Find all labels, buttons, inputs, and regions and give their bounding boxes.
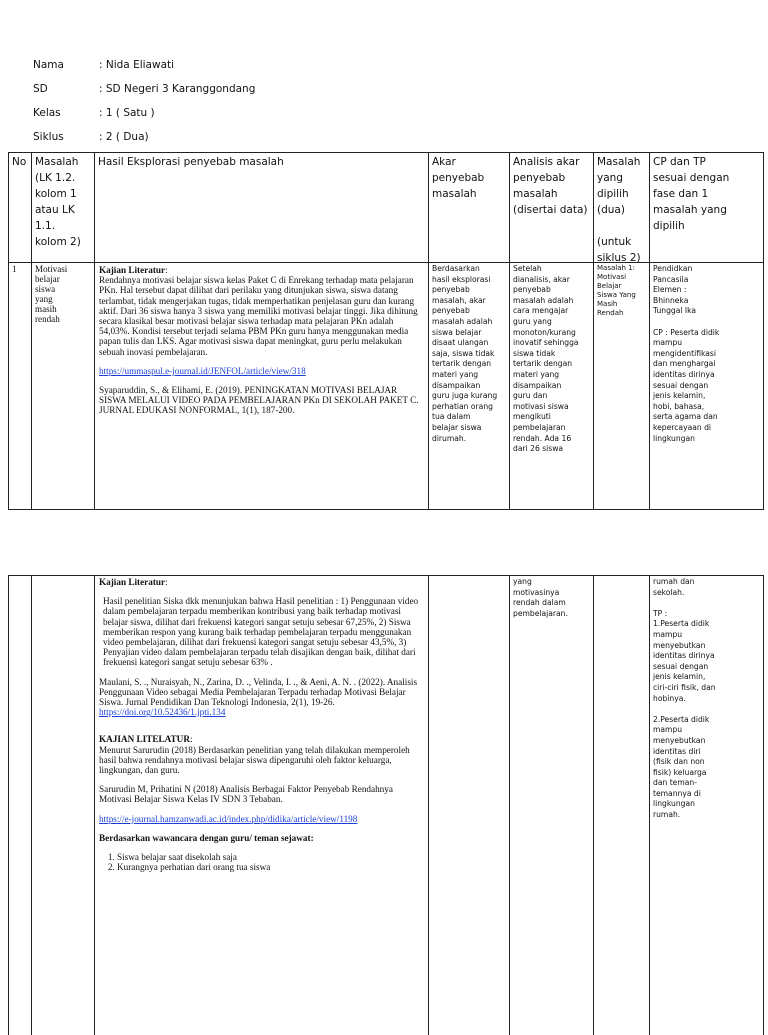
- row1-akar-penyebab: Berdasarkan hasil eksplorasi penyebab masalah, akar penyebab masalah adalah siswa belajar disaat ulangan saja, siswa tidak tertarik dengan materi yang disampaikan guru juga kurang perhatian orang tua dalam belajar siswa dirumah.: [432, 264, 498, 443]
- header-masalah: Masalah (LK 1.2. kolom 1 atau LK 1.1. kolom 2): [35, 156, 81, 248]
- identity-value: : Nida Eliawati: [99, 59, 175, 71]
- row1-masalah: Motivasi belajar siswa yang masih rendah: [35, 264, 68, 324]
- identity-label: Nama: [33, 59, 64, 71]
- kajian-literatur-heading: Kajian Literatur: [99, 577, 166, 587]
- identity-value: : SD Negeri 3 Karanggondang: [99, 83, 256, 95]
- list-item: 2. Kurangnya perhatian dari orang tua siswa: [117, 862, 424, 872]
- row2-analisis: yang motivasinya rendah dalam pembelajaran.: [513, 577, 568, 618]
- kajian-litelatur-text: Menurut Sarurudin (2018) Berdasarkan penelitian yang telah dilakukan memperoleh hasil bahwa rendahnya motivasi belajar siswa dipengaruhi oleh faktor keluarga, lingkungan, dan guru.: [99, 744, 410, 776]
- journal-link[interactable]: https://ummaspul.e-journal.id/JENFOL/article/view/318: [99, 365, 306, 376]
- row2-cp-tp: rumah dan sekolah. TP : 1.Peserta didik mampu menyebutkan identitas dirinya sesuai dengan jenis kelamin, ciri-ciri fisik, dan hobinya. 2.Peserta didik mampu menyebutkan identitas diri (fisik dan non fisik) keluarga dan teman- temannya di lingkungan rumah.: [653, 577, 716, 820]
- wawancara-heading: Berdasarkan wawancara dengan guru/ teman sejawat:: [99, 832, 314, 843]
- row2-hasil-eksplorasi: Kajian Literatur: Hasil penelitian Siska dkk menunjukan bahwa Hasil penelitian : 1) Penggunaan video dalam pembelajaran terpadu memberikan kontribusi yang baik terhadap motivasi belajar siswa, dilihat dari frekuensi kategori sangat setuju sebesar 67,25%, 2) Siswa memberikan respon yang kurang baik terhadap pembelajaran terpadu menggunakan video pembelajaran, dilihat dari frekuensi kategori sangat setuju sebesar 43,5%, 3) Penyajian video dalam pembelajaran terpadu telah disajikan dengan baik, dilihat dari frekuensi kategori sangat setuju sebesar 63% . Maulani, S. ., Nuraisyah, N., Zarina, D. ., Velinda, I. ., & Aeni, A. N. . (2022). Analisis Penggunaan Video sebagai Media Pembelajaran Terpadu terhadap Motivasi Belajar Siswa. Jurnal Pendidikan Dan Teknologi Indonesia, 2(1), 19-26. https://doi.org/10.52436/1.jpti.134 KAJIAN LITELATUR: Menurut Sarurudin (2018) Berdasarkan penelitian yang telah dilakukan memperoleh hasil bahwa rendahnya motivasi belajar siswa dipengaruhi oleh faktor keluarga, lingkungan, dan guru. Sarurudin M, Prihatini N (2018) Analisis Berbagai Faktor Penyebab Rendahnya Motivasi Belajar Siswa Kelas IV SDN 3 Tebaban. https://e-journal.hamzanwadi.ac.id/index.php/didika/article/view/1198 Berdasarkan wawancara dengan guru/ teman sejawat: 1. Siswa belajar saat disekolah saja 2. Kurangnya perhatian dari orang tua siswa: [95, 576, 428, 1026]
- analysis-table-page2: [8, 575, 764, 1035]
- kajian-literatur-heading: Kajian Literatur: [99, 265, 166, 275]
- identity-label: Kelas: [33, 107, 61, 119]
- doi-link[interactable]: https://doi.org/10.52436/1.jpti.134: [99, 707, 226, 718]
- identity-label: SD: [33, 83, 48, 95]
- citation: Maulani, S. ., Nuraisyah, N., Zarina, D. ., Velinda, I. ., & Aeni, A. N. . (2022). Analisis Penggunaan Video sebagai Media Pembelajaran Terpadu terhadap Motivasi Belajar Siswa. Jurnal Pendidikan Dan Teknologi Indonesia, 2(1), 19-26.: [99, 676, 418, 708]
- wawancara-list: [99, 852, 424, 872]
- identity-value: : 2 ( Dua): [99, 131, 149, 143]
- journal-link[interactable]: https://e-journal.hamzanwadi.ac.id/index.php/didika/article/view/1198: [99, 813, 358, 824]
- header-no: No: [12, 156, 27, 168]
- header-akar-penyebab: Akar penyebab masalah: [432, 156, 485, 200]
- row1-cp-tp: Pendidkan Pancasila Elemen : Bhinneka Tunggal Ika CP : Peserta didik mampu mengidentifikasi dan menghargai identitas dirinya sesuai dengan jenis kelamin, hobi, bahasa, serta agama dan kepercayaan di lingkungan: [653, 264, 720, 443]
- row1-hasil-eksplorasi: Kajian Literatur: Rendahnya motivasi belajar siswa kelas Paket C di Enrekang terhadap mata pelajaran PKn. Hal tersebut dapat dilihat dari perilaku yang ditunjukan siswa, siswa datang terlambat, tidak mengerjakan tugas, tidak memperhatikan penjelasan guru dan kurang aktif. Dari 36 siswa hanya 3 siswa yang memiliki motivasi belajar tinggi. Jika dihitung secara klasikal besar motivasi belajar siswa terhadap mata pelajaran PKn adalah 54,03%. Kondisi tersebut terjadi selama PBM PKn guru hanya menggunakan media papan tulis dan LKS. Agar motivasi siswa dapat meningkat, guru perlu melakukan sebuah inovasi pembelajaran. https://ummaspul.e-journal.id/JENFOL/article/view/318 Syaparuddin, S., & Elihami, E. (2019). PENINGKATAN MOTIVASI BELAJAR SISWA MELALUI VIDEO PADA PEMBELAJARAN PKn DI SEKOLAH PAKET C. JURNAL EDUKASI NONFORMAL, 1(1), 187-200.: [95, 263, 428, 509]
- header-masalah-dipilih: Masalah yang dipilih (dua) (untuk siklus 2): [597, 156, 641, 262]
- header-hasil-eksplorasi: Hasil Eksplorasi penyebab masalah: [98, 156, 284, 168]
- header-cp-tp: CP dan TP sesuai dengan fase dan 1 masalah yang dipilih: [653, 156, 730, 232]
- kajian-literatur-text: Rendahnya motivasi belajar siswa kelas Paket C di Enrekang terhadap mata pelajaran PKn. Hal tersebut dapat dilihat dari perilaku yang ditunjukan siswa, siswa datang terlambat, tidak mengerjakan tugas, tidak memperhatikan penjelasan guru dan kurang aktif. Dari 36 siswa hanya 3 siswa yang memiliki motivasi belajar tinggi. Jika dihitung secara klasikal besar motivasi belajar siswa terhadap mata pelajaran PKn adalah 54,03%. Kondisi tersebut terjadi selama PBM PKn guru hanya menggunakan media papan tulis dan LKS. Agar motivasi siswa dapat meningkat, guru perlu melakukan sebuah inovasi pembelajaran.: [99, 275, 418, 357]
- kajian-literatur-text: Hasil penelitian Siska dkk menunjukan bahwa Hasil penelitian : 1) Penggunaan video dalam pembelajaran terpadu memberikan kontribusi yang baik terhadap motivasi belajar siswa, dilihat dari frekuensi kategori sangat setuju sebesar 67,25%, 2) Siswa memberikan respon yang kurang baik terhadap pembelajaran terpadu menggunakan video pembelajaran, dilihat dari frekuensi kategori sangat setuju sebesar 43,5%, 3) Penyajian video dalam pembelajaran terpadu telah disajikan dengan baik, dilihat dari frekuensi kategori sangat setuju sebesar 63% .: [103, 596, 419, 668]
- analysis-table-page1: [8, 152, 764, 510]
- header-analisis: Analisis akar penyebab masalah (disertai data): [513, 156, 588, 216]
- identity-value: : 1 ( Satu ): [99, 107, 155, 119]
- row1-no: 1: [12, 264, 17, 274]
- citation: Syaparuddin, S., & Elihami, E. (2019). PENINGKATAN MOTIVASI BELAJAR SISWA MELALUI VIDEO PADA PEMBELAJARAN PKn DI SEKOLAH PAKET C. JURNAL EDUKASI NONFORMAL, 1(1), 187-200.: [99, 385, 419, 416]
- identity-label: Siklus: [33, 131, 64, 143]
- row1-analisis: Setelah dianalisis, akar penyebab masalah adalah cara mengajar guru yang monoton/kurang inovatif sehingga siswa tidak tertarik dengan materi yang disampaikan guru dan motivasi siswa mengikuti pembelajaran rendah. Ada 16 dari 26 siswa: [513, 264, 579, 454]
- kajian-litelatur-heading: KAJIAN LITELATUR: [99, 734, 190, 745]
- citation: Sarurudin M, Prihatini N (2018) Analisis Berbagai Faktor Penyebab Rendahnya Motivasi Belajar Siswa Kelas IV SDN 3 Tebaban.: [99, 784, 393, 805]
- list-item: 1. Siswa belajar saat disekolah saja: [117, 852, 424, 862]
- row1-masalah-dipilih: Masalah 1: Motivasi Belajar Siswa Yang Masih Rendah: [597, 264, 636, 317]
